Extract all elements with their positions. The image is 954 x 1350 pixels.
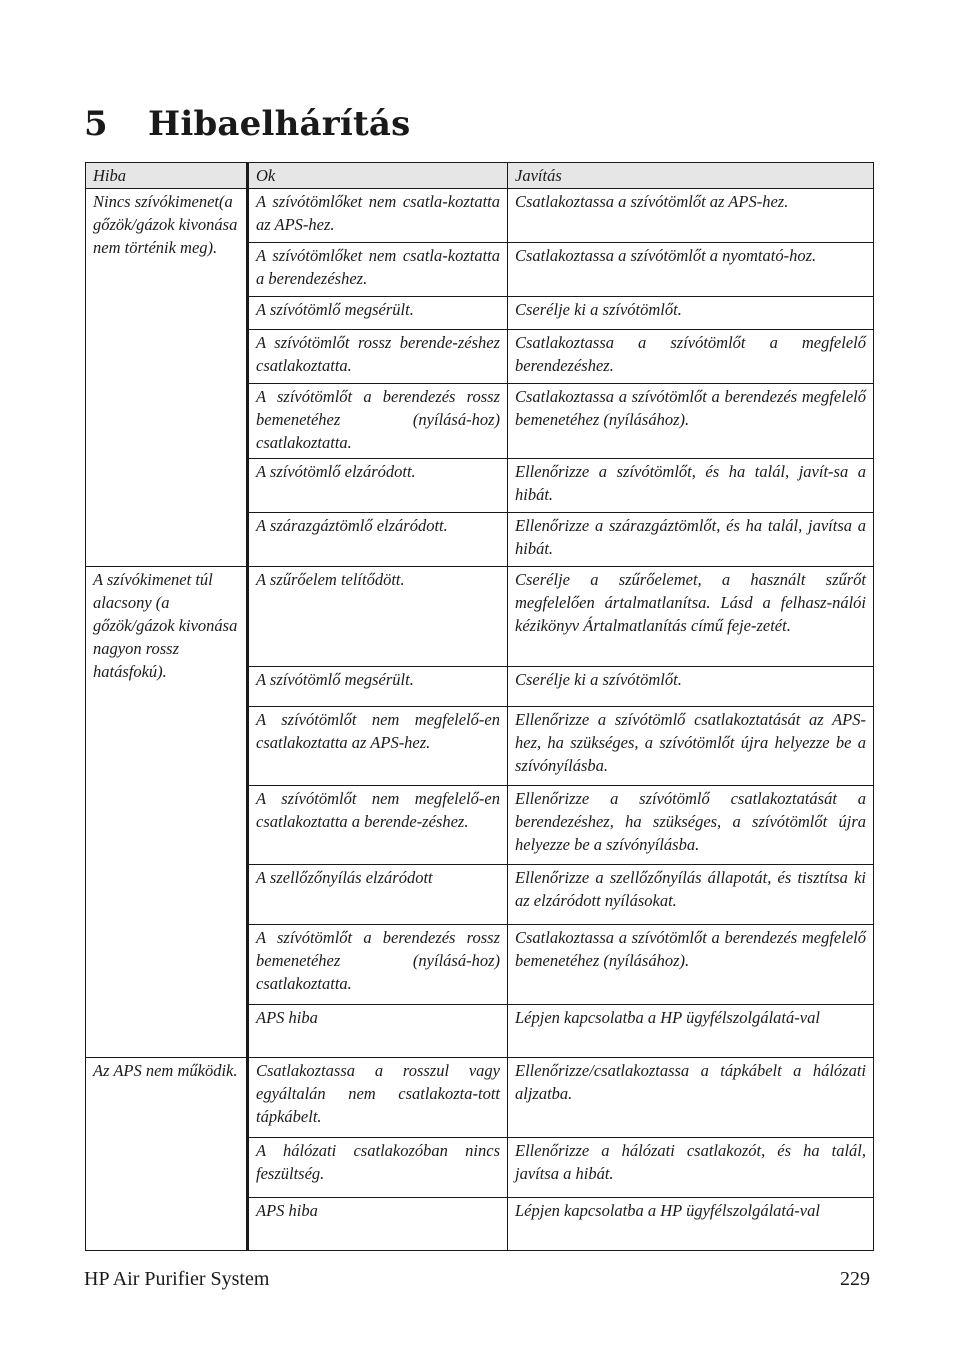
- cause-cell: A szívótömlőt a berendezés rossz bemenetéhez (nyílásá-hoz) csatlakoztatta.: [248, 384, 508, 459]
- cause-cell: A szívótömlő elzáródott.: [248, 459, 508, 513]
- cause-cell: A szívótömlő megsérült.: [248, 297, 508, 330]
- remedy-cell: Ellenőrizze a szárazgáztömlőt, és ha talál, javítsa a hibát.: [508, 513, 874, 567]
- cause-cell: A szívótömlőt a berendezés rossz bemenetéhez (nyílásá-hoz) csatlakoztatta.: [248, 925, 508, 1005]
- remedy-cell: Csatlakoztassa a szívótömlőt a berendezés megfelelő bemenetéhez (nyílásához).: [508, 384, 874, 459]
- page-title: [84, 100, 410, 148]
- cause-cell: A szívótömlőket nem csatla-koztatta az APS-hez.: [248, 189, 508, 243]
- remedy-cell: Csatlakoztassa a szívótömlőt az APS-hez.: [508, 189, 874, 243]
- cause-cell: A szívótömlőt nem megfelelő-en csatlakoztatta az APS-hez.: [248, 707, 508, 786]
- table-row: [86, 567, 874, 667]
- footer-product-name: HP Air Purifier System: [84, 1268, 270, 1290]
- column-header-ok: Ok: [248, 163, 508, 189]
- cause-cell: APS hiba: [248, 1198, 508, 1251]
- cause-cell: A hálózati csatlakozóban nincs feszültség.: [248, 1138, 508, 1198]
- cause-cell: A szűrőelem telítődött.: [248, 567, 508, 667]
- cause-cell: A szellőzőnyílás elzáródott: [248, 865, 508, 925]
- fault-cell: Az APS nem működik.: [86, 1058, 248, 1251]
- remedy-cell: Csatlakoztassa a szívótömlőt a nyomtató-hoz.: [508, 243, 874, 297]
- column-header-javitas: Javítás: [508, 163, 874, 189]
- table-row: [86, 1058, 874, 1138]
- fault-cell: Nincs szívókimenet(a gőzök/gázok kivonása nem történik meg).: [86, 189, 248, 567]
- cause-cell: A szívótömlőt nem megfelelő-en csatlakoztatta a berende-zéshez.: [248, 786, 508, 865]
- remedy-cell: Ellenőrizze a szívótömlő csatlakoztatását a berendezéshez, ha szükséges, a szívótömlőt újra helyezze be a szívónyílásba.: [508, 786, 874, 865]
- table-header-row: [86, 163, 874, 189]
- remedy-cell: Ellenőrizze a szellőzőnyílás állapotát, és tisztítsa ki az elzáródott nyílásokat.: [508, 865, 874, 925]
- cause-cell: A szárazgáztömlő elzáródott.: [248, 513, 508, 567]
- remedy-cell: Ellenőrizze/csatlakoztassa a tápkábelt a hálózati aljzatba.: [508, 1058, 874, 1138]
- remedy-cell: Ellenőrizze a szívótömlőt, és ha talál, javít-sa a hibát.: [508, 459, 874, 513]
- chapter-title: Hibaelhárítás: [148, 104, 411, 144]
- column-header-hiba: Hiba: [86, 163, 248, 189]
- footer-page-number: 229: [840, 1268, 870, 1290]
- cause-cell: A szívótömlőt rossz berende-zéshez csatlakoztatta.: [248, 330, 508, 384]
- remedy-cell: Csatlakoztassa a szívótömlőt a megfelelő berendezéshez.: [508, 330, 874, 384]
- remedy-cell: Cserélje a szűrőelemet, a használt szűrőt megfelelően ártalmatlanítsa. Lásd a felhasz-nálói kézikönyv Ártalmatlanítás című feje-zetét.: [508, 567, 874, 667]
- remedy-cell: Csatlakoztassa a szívótömlőt a berendezés megfelelő bemenetéhez (nyílásához).: [508, 925, 874, 1005]
- cause-cell: A szívótömlő megsérült.: [248, 667, 508, 707]
- remedy-cell: Cserélje ki a szívótömlőt.: [508, 667, 874, 707]
- troubleshooting-table: [85, 162, 874, 1251]
- cause-cell: APS hiba: [248, 1005, 508, 1058]
- remedy-cell: Cserélje ki a szívótömlőt.: [508, 297, 874, 330]
- remedy-cell: Lépjen kapcsolatba a HP ügyfélszolgálatá-val: [508, 1198, 874, 1251]
- cause-cell: A szívótömlőket nem csatla-koztatta a berendezéshez.: [248, 243, 508, 297]
- remedy-cell: Lépjen kapcsolatba a HP ügyfélszolgálatá-val: [508, 1005, 874, 1058]
- cause-cell: Csatlakoztassa a rosszul vagy egyáltalán nem csatlakozta-tott tápkábelt.: [248, 1058, 508, 1138]
- table-row: [86, 189, 874, 243]
- chapter-number: 5: [84, 104, 108, 144]
- remedy-cell: Ellenőrizze a hálózati csatlakozót, és ha talál, javítsa a hibát.: [508, 1138, 874, 1198]
- fault-cell: A szívókimenet túl alacsony (a gőzök/gázok kivonása nagyon rossz hatásfokú).: [86, 567, 248, 1058]
- remedy-cell: Ellenőrizze a szívótömlő csatlakoztatását az APS-hez, ha szükséges, a szívótömlőt újra helyezze be a szívónyílásba.: [508, 707, 874, 786]
